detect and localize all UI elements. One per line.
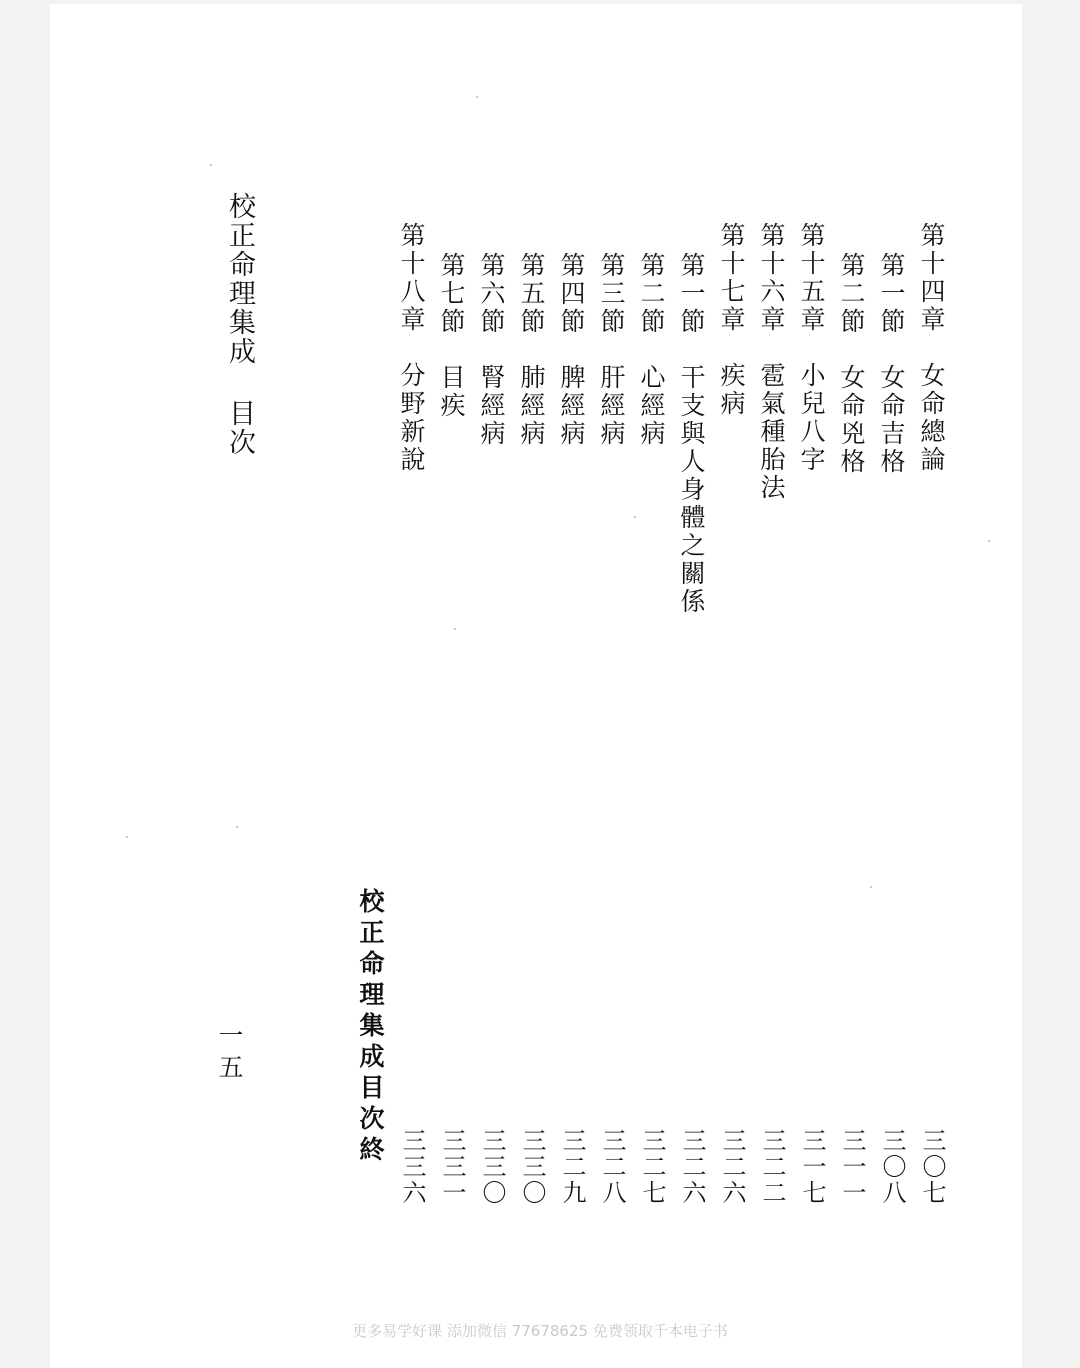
- toc-entry-page-number: 三二二: [758, 1128, 786, 1206]
- toc-entry-title: 分野新說: [397, 362, 426, 474]
- toc-entry-gap: [637, 336, 666, 364]
- toc-entry-title: 肝經病: [597, 364, 626, 448]
- scan-speck: [454, 628, 456, 630]
- toc-entry-title: 雹氣種胎法: [757, 362, 786, 502]
- toc-entry-gap: [837, 336, 866, 364]
- watermark-text: 更多易学好课 添加微信 77678625 免费领取千本电子书: [352, 1322, 728, 1340]
- toc-entry-page-number: 三二八: [598, 1128, 626, 1206]
- toc-entry-page-number: 三一七: [798, 1128, 826, 1206]
- toc-entry-gap: [517, 336, 546, 364]
- toc-entry: [676, 252, 706, 616]
- toc-entry: [916, 222, 946, 474]
- toc-entry: [796, 222, 826, 474]
- toc-entry: [876, 252, 906, 476]
- folio-digit: 一: [218, 1021, 244, 1050]
- toc-entry: [596, 252, 626, 448]
- toc-entry: [716, 222, 746, 418]
- toc-entry-gap: [477, 336, 506, 364]
- document-page: [50, 4, 1022, 1368]
- toc-entry-page-number: 三三〇: [478, 1128, 506, 1206]
- toc-entry: [516, 252, 546, 448]
- toc-entry-page-number: 三二六: [678, 1128, 706, 1206]
- scan-speck: [870, 886, 872, 888]
- toc-entry-title: 脾經病: [557, 364, 586, 448]
- toc-entry-title: 心經病: [637, 364, 666, 448]
- toc-entry-label: 第七節: [437, 252, 466, 336]
- scan-speck: [126, 836, 128, 838]
- running-header-title: 校正命理集成 目次: [224, 192, 255, 457]
- toc-entry-gap: [797, 334, 826, 362]
- toc-entry-label: 第六節: [477, 252, 506, 336]
- toc-entry: [556, 252, 586, 448]
- scan-speck: [634, 516, 636, 518]
- toc-entry-label: 第一節: [877, 252, 906, 336]
- toc-entry-page-number: 三三〇: [518, 1128, 546, 1206]
- toc-entry-gap: [437, 336, 466, 364]
- toc-entry-label: 第十四章: [917, 222, 946, 334]
- scan-speck: [210, 164, 212, 166]
- toc-entry-label: 第五節: [517, 252, 546, 336]
- toc-entry-page-number: 三二六: [718, 1128, 746, 1206]
- toc-entry-label: 第十八章: [397, 222, 426, 334]
- toc-entry-title: 干支與人身體之關係: [677, 364, 706, 616]
- folio-digit: 五: [218, 1053, 244, 1082]
- toc-entry-label: 第十七章: [717, 222, 746, 334]
- toc-entry-page-number: 三一一: [838, 1128, 866, 1206]
- toc-entry-title: 目疾: [437, 364, 466, 420]
- toc-entry-label: 第四節: [557, 252, 586, 336]
- scan-speck: [476, 96, 478, 98]
- toc-entry-gap: [877, 336, 906, 364]
- toc-entry-page-number: 三〇七: [918, 1128, 946, 1206]
- toc-entry: [836, 252, 866, 476]
- toc-entry-gap: [757, 334, 786, 362]
- toc-entry-title: 小兒八字: [797, 362, 826, 474]
- toc-entry-gap: [557, 336, 586, 364]
- toc-entry-label: 第三節: [597, 252, 626, 336]
- toc-entry-title: 腎經病: [477, 364, 506, 448]
- toc-entry-title: 女命總論: [917, 362, 946, 474]
- toc-entry: [756, 222, 786, 502]
- toc-entry-title: 肺經病: [517, 364, 546, 448]
- scan-speck: [236, 826, 238, 828]
- toc-entry-label: 第二節: [637, 252, 666, 336]
- toc-entry-gap: [917, 334, 946, 362]
- toc-entry-page-number: 三二七: [638, 1128, 666, 1206]
- toc-entry-page-number: 三三六: [398, 1128, 426, 1206]
- toc-entry-label: 第一節: [677, 252, 706, 336]
- toc-entry-label: 第二節: [837, 252, 866, 336]
- toc-entry: [636, 252, 666, 448]
- toc-entry-page-number: 三二九: [558, 1128, 586, 1206]
- toc-entry: [436, 252, 466, 420]
- toc-entry-label: 第十五章: [797, 222, 826, 334]
- toc-entry-gap: [597, 336, 626, 364]
- toc-entry-title: 女命吉格: [877, 364, 906, 476]
- toc-entry-title: 疾病: [717, 362, 746, 418]
- toc-entry-page-number: 三〇八: [878, 1128, 906, 1206]
- folio-page-number: [218, 1020, 244, 1084]
- toc-entry-gap: [397, 334, 426, 362]
- toc-entry-label: 第十六章: [757, 222, 786, 334]
- scan-speck: [988, 540, 990, 542]
- toc-entry-gap: [677, 336, 706, 364]
- toc-entry-gap: [717, 334, 746, 362]
- toc-entry: [476, 252, 506, 448]
- toc-entry-title: 女命兇格: [837, 364, 866, 476]
- toc-entry: [396, 222, 426, 474]
- toc-end-note: 校正命理集成目次終: [356, 888, 385, 1167]
- toc-entry-page-number: 三三一: [438, 1128, 466, 1206]
